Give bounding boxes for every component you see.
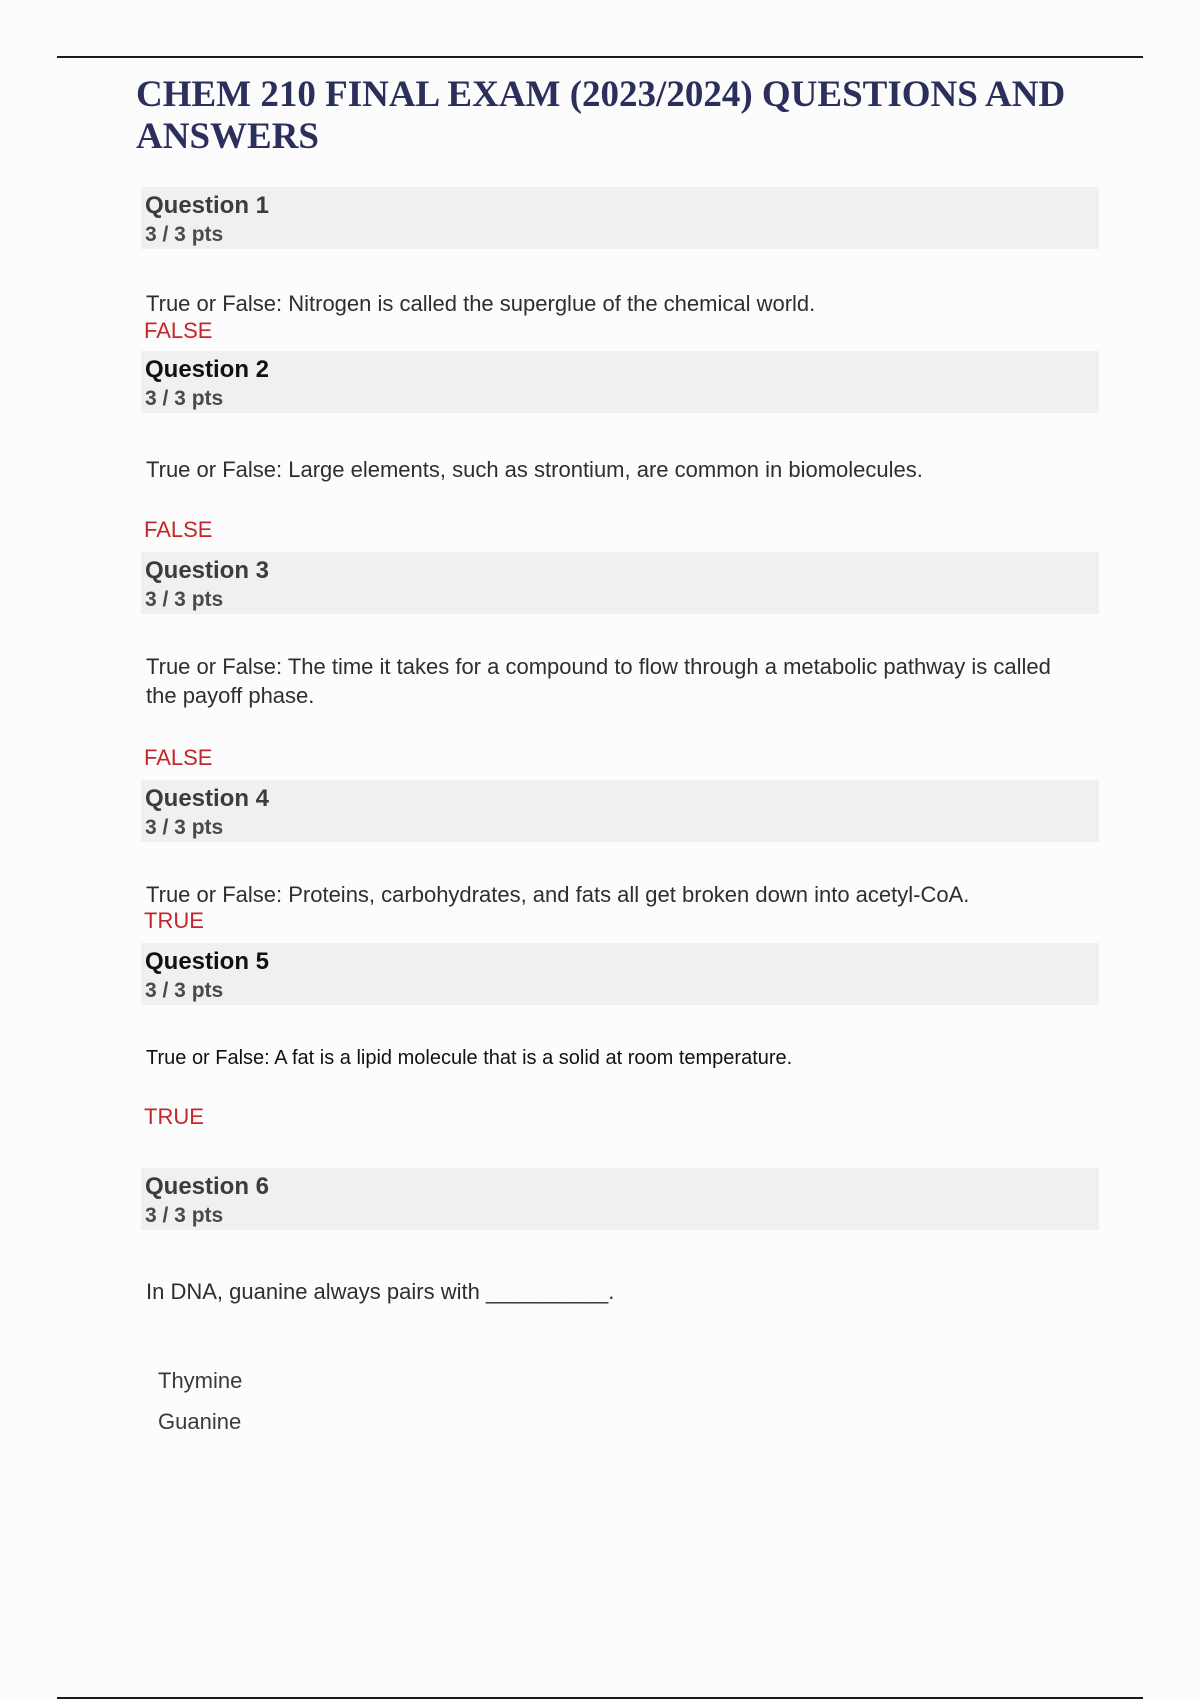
question-1-answer: FALSE	[144, 318, 213, 343]
question-6-title: Question 6	[145, 1173, 270, 1200]
question-4-answer: TRUE	[144, 908, 204, 933]
question-1-text: True or False: Nitrogen is called the superglue of the chemical world.	[146, 291, 816, 316]
question-6-points: 3 / 3 pts	[145, 1204, 224, 1227]
question-3-header	[141, 552, 1099, 614]
question-4-header	[141, 780, 1099, 842]
question-2-header	[141, 351, 1099, 413]
question-2-title: Question 2	[145, 356, 270, 383]
question-1-title: Question 1	[145, 192, 270, 219]
question-4-points: 3 / 3 pts	[145, 816, 224, 839]
top-rule	[57, 56, 1143, 58]
question-5-answer: TRUE	[144, 1104, 204, 1129]
question-1-header	[141, 187, 1099, 249]
question-5-title: Question 5	[145, 948, 270, 975]
question-2-points: 3 / 3 pts	[145, 387, 224, 410]
question-5-text: True or False: A fat is a lipid molecule that is a solid at room temperature.	[146, 1047, 793, 1069]
question-3-points: 3 / 3 pts	[145, 588, 224, 611]
question-6-option-thymine: Thymine	[158, 1368, 243, 1393]
question-4-title: Question 4	[145, 785, 270, 812]
question-3-answer: FALSE	[144, 745, 213, 770]
question-6-text: In DNA, guanine always pairs with __________.	[146, 1279, 615, 1304]
question-5-header	[141, 943, 1099, 1005]
bottom-rule	[57, 1697, 1143, 1699]
question-6-header	[141, 1168, 1099, 1230]
question-1-points: 3 / 3 pts	[145, 223, 224, 246]
question-5-points: 3 / 3 pts	[145, 979, 224, 1002]
question-2-text: True or False: Large elements, such as strontium, are common in biomolecules.	[146, 457, 923, 482]
question-2-answer: FALSE	[144, 517, 213, 542]
question-6-option-guanine: Guanine	[158, 1409, 242, 1434]
question-4-text: True or False: Proteins, carbohydrates, and fats all get broken down into acetyl-CoA.	[146, 882, 970, 907]
question-3-title: Question 3	[145, 557, 270, 584]
question-3-text: True or False: The time it takes for a compound to flow through a metabolic pathway is called the payoff phase.	[146, 654, 1051, 708]
document-title: CHEM 210 FINAL EXAM (2023/2024) QUESTIONS AND ANSWERS	[136, 74, 1066, 157]
